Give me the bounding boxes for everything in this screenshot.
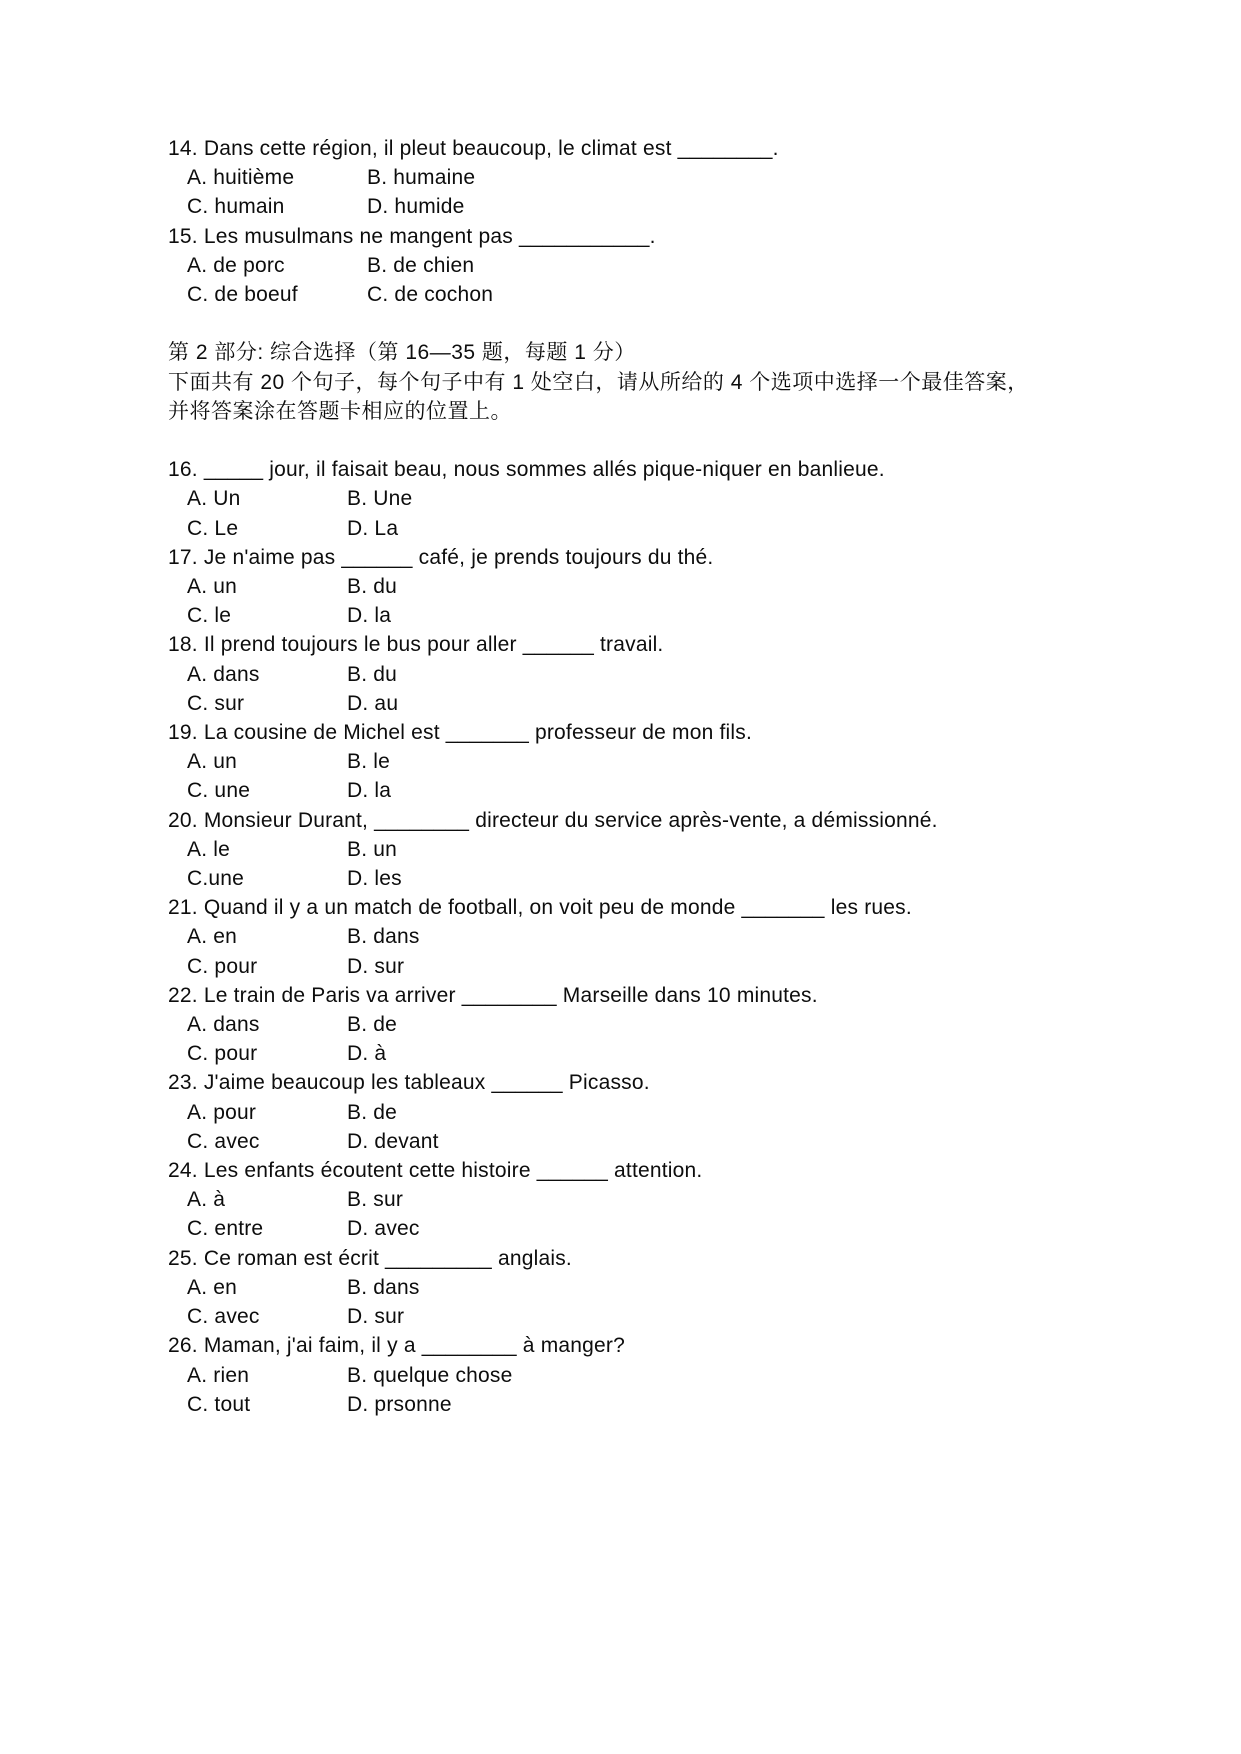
question-stem: 20. Monsieur Durant, ________ directeur du service après-vente, a démissionné. bbox=[168, 808, 938, 832]
question-block bbox=[168, 1244, 1211, 1332]
option-row bbox=[168, 1185, 1211, 1214]
question-block bbox=[168, 1156, 1211, 1244]
answer-option-a: C. pour bbox=[187, 954, 258, 978]
answer-option-b: B. de bbox=[347, 1013, 398, 1037]
answer-option-b: B. le bbox=[347, 750, 391, 774]
option-row bbox=[168, 660, 1211, 689]
question-block bbox=[168, 981, 1211, 1069]
option-row bbox=[168, 1039, 1211, 1068]
answer-option-a: A. pour bbox=[187, 1100, 257, 1124]
option-row bbox=[168, 601, 1211, 630]
question-stem: 25. Ce roman est écrit _________ anglais. bbox=[168, 1246, 572, 1270]
option-row bbox=[168, 280, 1211, 309]
question-stem: 17. Je n'aime pas ______ café, je prends toujours du thé. bbox=[168, 545, 714, 569]
answer-option-b: B. humaine bbox=[367, 166, 476, 190]
option-row bbox=[168, 514, 1211, 543]
part2-header bbox=[168, 338, 1211, 426]
answer-option-a: C. entre bbox=[187, 1217, 264, 1241]
answer-option-b: D. sur bbox=[347, 1305, 405, 1329]
option-row bbox=[168, 1302, 1211, 1331]
answer-option-a: A. en bbox=[187, 925, 238, 949]
part2-questions bbox=[168, 455, 1211, 1419]
question-block bbox=[168, 630, 1211, 718]
answer-option-a: C.une bbox=[187, 867, 245, 891]
answer-option-b: B. un bbox=[347, 837, 398, 861]
option-row bbox=[168, 484, 1211, 513]
answer-option-b: D. sur bbox=[347, 954, 405, 978]
answer-option-b: B. sur bbox=[347, 1188, 404, 1212]
question-stem: 16. _____ jour, il faisait beau, nous sommes allés pique-niquer en banlieue. bbox=[168, 458, 885, 482]
answer-option-a: A. un bbox=[187, 750, 238, 774]
question-stem: 23. J'aime beaucoup les tableaux ______ Picasso. bbox=[168, 1071, 650, 1095]
part2-instructions-line-2: 并将答案涂在答题卡相应的位置上。 bbox=[168, 399, 512, 423]
question-block bbox=[168, 1068, 1211, 1156]
question-stem: 15. Les musulmans ne mangent pas ___________. bbox=[168, 224, 656, 248]
answer-option-a: A. Un bbox=[187, 487, 241, 511]
option-row bbox=[168, 776, 1211, 805]
option-row bbox=[168, 192, 1211, 221]
answer-option-a: A. en bbox=[187, 1275, 238, 1299]
question-block bbox=[168, 1331, 1211, 1419]
answer-option-b: B. Une bbox=[347, 487, 413, 511]
option-row bbox=[168, 251, 1211, 280]
answer-option-b: D. devant bbox=[347, 1129, 439, 1153]
answer-option-a: C. Le bbox=[187, 516, 239, 540]
answer-option-b: B. dans bbox=[347, 1275, 420, 1299]
answer-option-b: B. du bbox=[347, 575, 398, 599]
answer-option-b: B. de chien bbox=[367, 253, 475, 277]
question-block bbox=[168, 222, 1211, 310]
option-row bbox=[168, 864, 1211, 893]
answer-option-a: C. avec bbox=[187, 1129, 260, 1153]
option-row bbox=[168, 1390, 1211, 1419]
answer-option-b: D. humide bbox=[367, 195, 465, 219]
question-block bbox=[168, 806, 1211, 894]
answer-option-a: A. rien bbox=[187, 1363, 250, 1387]
option-row bbox=[168, 835, 1211, 864]
answer-option-a: C. le bbox=[187, 604, 232, 628]
part2-instructions-line-1: 下面共有 20 个句子，每个句子中有 1 处空白，请从所给的 4 个选项中选择一个最佳答案， bbox=[168, 370, 1029, 394]
section-gap bbox=[168, 426, 1211, 455]
option-row bbox=[168, 1010, 1211, 1039]
question-stem: 24. Les enfants écoutent cette histoire ______ attention. bbox=[168, 1159, 703, 1183]
question-block bbox=[168, 893, 1211, 981]
answer-option-a: C. avec bbox=[187, 1305, 260, 1329]
option-row bbox=[168, 747, 1211, 776]
answer-option-b: B. dans bbox=[347, 925, 420, 949]
answer-option-b: D. avec bbox=[347, 1217, 420, 1241]
answer-option-b: D. au bbox=[347, 691, 399, 715]
answer-option-b: D. prsonne bbox=[347, 1392, 452, 1416]
exam-page bbox=[168, 134, 1211, 1419]
option-row bbox=[168, 1098, 1211, 1127]
question-stem: 18. Il prend toujours le bus pour aller ______ travail. bbox=[168, 633, 664, 657]
answer-option-b: D. les bbox=[347, 867, 402, 891]
question-stem: 19. La cousine de Michel est _______ professeur de mon fils. bbox=[168, 721, 753, 745]
option-row bbox=[168, 922, 1211, 951]
answer-option-a: C. sur bbox=[187, 691, 245, 715]
answer-option-b: D. La bbox=[347, 516, 399, 540]
option-row bbox=[168, 1273, 1211, 1302]
answer-option-a: A. à bbox=[187, 1188, 226, 1212]
answer-option-a: C. de boeuf bbox=[187, 283, 298, 307]
answer-option-a: A. le bbox=[187, 837, 231, 861]
question-stem: 26. Maman, j'ai faim, il y a ________ à manger? bbox=[168, 1334, 625, 1358]
question-stem: 22. Le train de Paris va arriver ________ Marseille dans 10 minutes. bbox=[168, 983, 818, 1007]
option-row bbox=[168, 952, 1211, 981]
question-stem: 14. Dans cette région, il pleut beaucoup, le climat est ________. bbox=[168, 137, 779, 160]
section-gap bbox=[168, 309, 1211, 338]
answer-option-a: C. humain bbox=[187, 195, 285, 219]
question-block bbox=[168, 134, 1211, 222]
answer-option-a: A. de porc bbox=[187, 253, 285, 277]
answer-option-a: C. tout bbox=[187, 1392, 251, 1416]
option-row bbox=[168, 689, 1211, 718]
option-row bbox=[168, 1361, 1211, 1390]
part2-title: 第 2 部分: 综合选择（第 16—35 题，每题 1 分） bbox=[168, 341, 636, 365]
part1-questions bbox=[168, 134, 1211, 309]
answer-option-b: B. quelque chose bbox=[347, 1363, 513, 1387]
answer-option-b: D. la bbox=[347, 779, 392, 803]
answer-option-a: C. une bbox=[187, 779, 251, 803]
question-stem: 21. Quand il y a un match de football, on voit peu de monde _______ les rues. bbox=[168, 896, 912, 920]
answer-option-b: B. du bbox=[347, 662, 398, 686]
answer-option-b: B. de bbox=[347, 1100, 398, 1124]
answer-option-a: A. dans bbox=[187, 1013, 260, 1037]
option-row bbox=[168, 1214, 1211, 1243]
answer-option-a: A. dans bbox=[187, 662, 260, 686]
option-row bbox=[168, 163, 1211, 192]
question-block bbox=[168, 543, 1211, 631]
answer-option-a: C. pour bbox=[187, 1042, 258, 1066]
answer-option-a: A. huitième bbox=[187, 166, 295, 190]
question-block bbox=[168, 455, 1211, 543]
answer-option-a: A. un bbox=[187, 575, 238, 599]
option-row bbox=[168, 572, 1211, 601]
answer-option-b: D. à bbox=[347, 1042, 387, 1066]
answer-option-b: C. de cochon bbox=[367, 283, 494, 307]
option-row bbox=[168, 1127, 1211, 1156]
question-block bbox=[168, 718, 1211, 806]
answer-option-b: D. la bbox=[347, 604, 392, 628]
